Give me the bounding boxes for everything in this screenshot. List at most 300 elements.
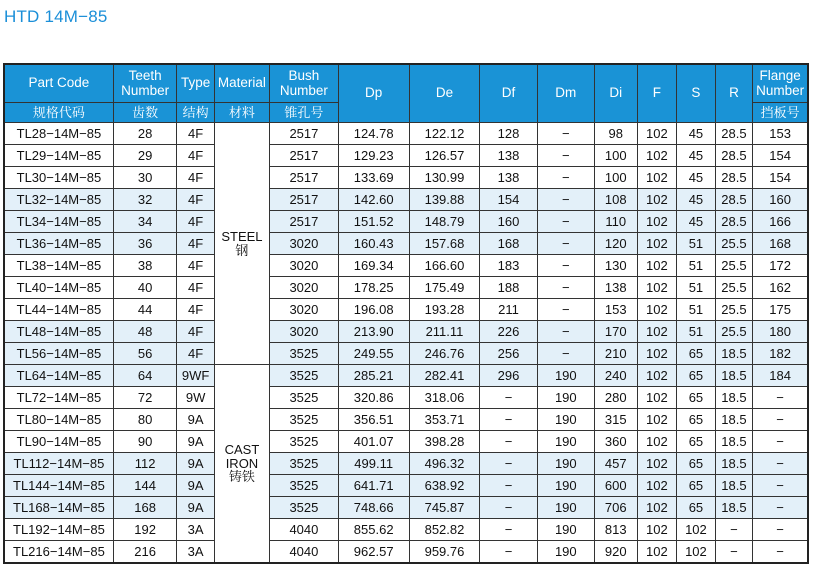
cell-part-code: TL40−14M−85 <box>4 277 113 299</box>
table-row <box>4 387 808 409</box>
cell-bush: 2517 <box>270 211 339 233</box>
cell-f: 102 <box>637 343 677 365</box>
cell-s: 65 <box>677 431 716 453</box>
cell-flange: − <box>753 387 808 409</box>
cell-di: 315 <box>594 409 637 431</box>
cell-part-code: TL90−14M−85 <box>4 431 113 453</box>
cell-f: 102 <box>637 409 677 431</box>
cell-dp: 499.11 <box>338 453 409 475</box>
cell-part-code: TL32−14M−85 <box>4 189 113 211</box>
cell-dm: − <box>537 299 594 321</box>
cell-r: 28.5 <box>715 145 752 167</box>
cell-dm: − <box>537 277 594 299</box>
cell-de: 193.28 <box>409 299 480 321</box>
cell-di: 457 <box>594 453 637 475</box>
cell-de: 246.76 <box>409 343 480 365</box>
cell-r: 28.5 <box>715 189 752 211</box>
cell-dp: 320.86 <box>338 387 409 409</box>
col-teeth-number: Teeth Number <box>113 64 177 103</box>
cell-df: − <box>480 475 537 497</box>
cell-f: 102 <box>637 189 677 211</box>
cell-f: 102 <box>637 365 677 387</box>
cell-de: 959.76 <box>409 541 480 564</box>
cell-df: 183 <box>480 255 537 277</box>
cell-type: 4F <box>177 299 214 321</box>
cell-dm: − <box>537 233 594 255</box>
cell-dp: 160.43 <box>338 233 409 255</box>
cell-dm: − <box>537 211 594 233</box>
cell-bush: 3525 <box>270 475 339 497</box>
col-bush-number: Bush Number <box>270 64 339 103</box>
table-row <box>4 541 808 564</box>
cell-flange: − <box>753 453 808 475</box>
cell-f: 102 <box>637 145 677 167</box>
cell-part-code: TL38−14M−85 <box>4 255 113 277</box>
cell-dp: 641.71 <box>338 475 409 497</box>
col-material: Material <box>214 64 269 103</box>
cell-di: 130 <box>594 255 637 277</box>
cell-r: − <box>715 541 752 564</box>
cell-r: 18.5 <box>715 409 752 431</box>
cell-de: 130.99 <box>409 167 480 189</box>
cell-f: 102 <box>637 453 677 475</box>
cell-flange: − <box>753 541 808 564</box>
cell-s: 65 <box>677 343 716 365</box>
cell-dp: 748.66 <box>338 497 409 519</box>
cell-f: 102 <box>637 255 677 277</box>
cell-df: 154 <box>480 189 537 211</box>
cell-s: 51 <box>677 233 716 255</box>
table-row <box>4 123 808 145</box>
cell-df: − <box>480 541 537 564</box>
cell-di: 360 <box>594 431 637 453</box>
cell-r: 28.5 <box>715 167 752 189</box>
cell-part-code: TL144−14M−85 <box>4 475 113 497</box>
cell-bush: 3020 <box>270 321 339 343</box>
cell-r: 18.5 <box>715 475 752 497</box>
cell-dm: 190 <box>537 365 594 387</box>
cell-df: 160 <box>480 211 537 233</box>
cell-teeth: 56 <box>113 343 177 365</box>
header-row-english <box>4 64 808 103</box>
cell-di: 100 <box>594 145 637 167</box>
cell-flange: 180 <box>753 321 808 343</box>
table-row <box>4 409 808 431</box>
cell-r: 18.5 <box>715 343 752 365</box>
cell-type: 4F <box>177 233 214 255</box>
cell-s: 65 <box>677 497 716 519</box>
cell-f: 102 <box>637 233 677 255</box>
cell-bush: 4040 <box>270 519 339 541</box>
cell-dp: 285.21 <box>338 365 409 387</box>
cell-teeth: 32 <box>113 189 177 211</box>
cell-dp: 213.90 <box>338 321 409 343</box>
cell-teeth: 216 <box>113 541 177 564</box>
col-dp: Dp <box>338 64 409 123</box>
cell-de: 211.11 <box>409 321 480 343</box>
cell-bush: 2517 <box>270 167 339 189</box>
cell-teeth: 29 <box>113 145 177 167</box>
cell-type: 4F <box>177 189 214 211</box>
cell-df: 138 <box>480 167 537 189</box>
cell-de: 148.79 <box>409 211 480 233</box>
cell-r: 25.5 <box>715 233 752 255</box>
cell-f: 102 <box>637 387 677 409</box>
cell-part-code: TL64−14M−85 <box>4 365 113 387</box>
cell-teeth: 30 <box>113 167 177 189</box>
cell-teeth: 28 <box>113 123 177 145</box>
cell-r: 18.5 <box>715 453 752 475</box>
cell-s: 45 <box>677 189 716 211</box>
cell-teeth: 64 <box>113 365 177 387</box>
cell-df: − <box>480 453 537 475</box>
cell-di: 240 <box>594 365 637 387</box>
cell-df: − <box>480 497 537 519</box>
col-part-code: Part Code <box>4 64 113 103</box>
cell-teeth: 34 <box>113 211 177 233</box>
cell-type: 4F <box>177 145 214 167</box>
cell-teeth: 48 <box>113 321 177 343</box>
cell-bush: 2517 <box>270 123 339 145</box>
cell-type: 4F <box>177 123 214 145</box>
cell-s: 65 <box>677 475 716 497</box>
col-di: Di <box>594 64 637 123</box>
cell-bush: 3525 <box>270 387 339 409</box>
cell-type: 9A <box>177 431 214 453</box>
cell-dp: 133.69 <box>338 167 409 189</box>
cell-part-code: TL48−14M−85 <box>4 321 113 343</box>
cell-r: 25.5 <box>715 299 752 321</box>
cell-type: 3A <box>177 541 214 564</box>
cell-teeth: 144 <box>113 475 177 497</box>
cell-flange: − <box>753 431 808 453</box>
cell-de: 496.32 <box>409 453 480 475</box>
cell-df: 128 <box>480 123 537 145</box>
cell-di: 280 <box>594 387 637 409</box>
col-f: F <box>637 64 677 123</box>
table-row <box>4 365 808 387</box>
cell-dp: 124.78 <box>338 123 409 145</box>
cell-dm: 190 <box>537 453 594 475</box>
cell-di: 920 <box>594 541 637 564</box>
cell-flange: 162 <box>753 277 808 299</box>
cell-s: 51 <box>677 255 716 277</box>
cell-type: 4F <box>177 167 214 189</box>
col-dm: Dm <box>537 64 594 123</box>
cell-df: 296 <box>480 365 537 387</box>
table-row <box>4 277 808 299</box>
cell-flange: 154 <box>753 145 808 167</box>
cell-de: 398.28 <box>409 431 480 453</box>
col-df: Df <box>480 64 537 123</box>
table-row <box>4 167 808 189</box>
cell-di: 600 <box>594 475 637 497</box>
cell-dm: 190 <box>537 497 594 519</box>
cell-type: 4F <box>177 343 214 365</box>
col-de: De <box>409 64 480 123</box>
cell-part-code: TL72−14M−85 <box>4 387 113 409</box>
cell-s: 102 <box>677 541 716 564</box>
cell-di: 153 <box>594 299 637 321</box>
col-material-cn: 材料 <box>214 103 269 123</box>
cell-f: 102 <box>637 211 677 233</box>
cell-bush: 2517 <box>270 145 339 167</box>
table-row <box>4 233 808 255</box>
cell-teeth: 168 <box>113 497 177 519</box>
cell-bush: 3525 <box>270 497 339 519</box>
cell-di: 110 <box>594 211 637 233</box>
cell-flange: 160 <box>753 189 808 211</box>
cell-flange: 154 <box>753 167 808 189</box>
cell-de: 318.06 <box>409 387 480 409</box>
cell-f: 102 <box>637 167 677 189</box>
cell-dp: 855.62 <box>338 519 409 541</box>
cell-dm: − <box>537 167 594 189</box>
cell-df: 211 <box>480 299 537 321</box>
table-row <box>4 343 808 365</box>
cell-di: 210 <box>594 343 637 365</box>
cell-f: 102 <box>637 123 677 145</box>
cell-teeth: 36 <box>113 233 177 255</box>
cell-dm: − <box>537 255 594 277</box>
cell-de: 638.92 <box>409 475 480 497</box>
cell-part-code: TL36−14M−85 <box>4 233 113 255</box>
cell-dp: 129.23 <box>338 145 409 167</box>
col-flange-number: Flange Number <box>753 64 808 103</box>
material-cast-iron-cell: CAST IRON 铸铁 <box>214 365 269 564</box>
cell-dp: 196.08 <box>338 299 409 321</box>
table-row <box>4 189 808 211</box>
cell-part-code: TL56−14M−85 <box>4 343 113 365</box>
cell-r: 28.5 <box>715 123 752 145</box>
cell-teeth: 72 <box>113 387 177 409</box>
table-row <box>4 299 808 321</box>
cell-df: − <box>480 387 537 409</box>
spec-table <box>3 63 809 564</box>
cell-part-code: TL44−14M−85 <box>4 299 113 321</box>
cell-r: 18.5 <box>715 431 752 453</box>
cell-teeth: 192 <box>113 519 177 541</box>
cell-f: 102 <box>637 475 677 497</box>
cell-type: 9A <box>177 475 214 497</box>
cell-dp: 401.07 <box>338 431 409 453</box>
cell-part-code: TL30−14M−85 <box>4 167 113 189</box>
cell-dm: − <box>537 145 594 167</box>
cell-r: 18.5 <box>715 497 752 519</box>
cell-flange: 172 <box>753 255 808 277</box>
cell-bush: 3525 <box>270 343 339 365</box>
cell-bush: 3020 <box>270 299 339 321</box>
cell-f: 102 <box>637 519 677 541</box>
cell-part-code: TL34−14M−85 <box>4 211 113 233</box>
cell-r: 25.5 <box>715 255 752 277</box>
cell-de: 157.68 <box>409 233 480 255</box>
cell-teeth: 38 <box>113 255 177 277</box>
cell-part-code: TL216−14M−85 <box>4 541 113 564</box>
cell-df: − <box>480 431 537 453</box>
cell-dp: 249.55 <box>338 343 409 365</box>
cell-dm: 190 <box>537 431 594 453</box>
col-type-cn: 结构 <box>177 103 214 123</box>
cell-r: 18.5 <box>715 365 752 387</box>
cell-df: − <box>480 519 537 541</box>
cell-bush: 4040 <box>270 541 339 564</box>
cell-bush: 3020 <box>270 255 339 277</box>
table-row <box>4 519 808 541</box>
cell-df: 256 <box>480 343 537 365</box>
cell-type: 9A <box>177 497 214 519</box>
cell-teeth: 112 <box>113 453 177 475</box>
table-row <box>4 145 808 167</box>
cell-s: 102 <box>677 519 716 541</box>
cell-s: 65 <box>677 409 716 431</box>
cell-di: 98 <box>594 123 637 145</box>
cell-de: 353.71 <box>409 409 480 431</box>
table-row <box>4 475 808 497</box>
cell-de: 745.87 <box>409 497 480 519</box>
cell-di: 120 <box>594 233 637 255</box>
cell-r: 28.5 <box>715 211 752 233</box>
cell-dm: − <box>537 189 594 211</box>
cell-s: 45 <box>677 123 716 145</box>
cell-bush: 3525 <box>270 431 339 453</box>
material-steel-cell: STEEL 钢 <box>214 123 269 365</box>
cell-type: 9W <box>177 387 214 409</box>
cell-flange: − <box>753 519 808 541</box>
cell-r: − <box>715 519 752 541</box>
cell-s: 65 <box>677 387 716 409</box>
cell-flange: 168 <box>753 233 808 255</box>
cell-bush: 3020 <box>270 233 339 255</box>
cell-di: 108 <box>594 189 637 211</box>
table-row <box>4 211 808 233</box>
cell-s: 65 <box>677 365 716 387</box>
cell-dp: 962.57 <box>338 541 409 564</box>
cell-dm: 190 <box>537 387 594 409</box>
cell-s: 45 <box>677 211 716 233</box>
cell-f: 102 <box>637 299 677 321</box>
col-bush-cn: 锥孔号 <box>270 103 339 123</box>
cell-type: 3A <box>177 519 214 541</box>
cell-di: 170 <box>594 321 637 343</box>
cell-flange: − <box>753 475 808 497</box>
cell-r: 25.5 <box>715 277 752 299</box>
cell-de: 126.57 <box>409 145 480 167</box>
cell-type: 9A <box>177 409 214 431</box>
cell-s: 51 <box>677 299 716 321</box>
cell-dp: 142.60 <box>338 189 409 211</box>
cell-flange: 166 <box>753 211 808 233</box>
cell-f: 102 <box>637 277 677 299</box>
cell-dp: 356.51 <box>338 409 409 431</box>
col-type: Type <box>177 64 214 103</box>
cell-df: 226 <box>480 321 537 343</box>
cell-de: 122.12 <box>409 123 480 145</box>
cell-de: 139.88 <box>409 189 480 211</box>
table-row <box>4 321 808 343</box>
cell-dm: 190 <box>537 409 594 431</box>
cell-flange: 184 <box>753 365 808 387</box>
cell-de: 282.41 <box>409 365 480 387</box>
cell-f: 102 <box>637 497 677 519</box>
cell-dm: 190 <box>537 475 594 497</box>
cell-dp: 151.52 <box>338 211 409 233</box>
cell-dp: 178.25 <box>338 277 409 299</box>
cell-di: 138 <box>594 277 637 299</box>
cell-f: 102 <box>637 541 677 564</box>
cell-bush: 3525 <box>270 453 339 475</box>
cell-teeth: 90 <box>113 431 177 453</box>
cell-dm: − <box>537 343 594 365</box>
cell-f: 102 <box>637 321 677 343</box>
cell-r: 25.5 <box>715 321 752 343</box>
cell-dm: 190 <box>537 541 594 564</box>
col-s: S <box>677 64 716 123</box>
cell-s: 45 <box>677 167 716 189</box>
cell-bush: 3020 <box>270 277 339 299</box>
cell-de: 166.60 <box>409 255 480 277</box>
col-flange-cn: 挡板号 <box>753 103 808 123</box>
cell-dm: − <box>537 123 594 145</box>
cell-type: 4F <box>177 321 214 343</box>
table-row <box>4 431 808 453</box>
cell-df: 168 <box>480 233 537 255</box>
cell-bush: 3525 <box>270 365 339 387</box>
cell-flange: 175 <box>753 299 808 321</box>
cell-part-code: TL192−14M−85 <box>4 519 113 541</box>
cell-flange: 182 <box>753 343 808 365</box>
cell-part-code: TL168−14M−85 <box>4 497 113 519</box>
cell-de: 852.82 <box>409 519 480 541</box>
cell-flange: 153 <box>753 123 808 145</box>
col-r: R <box>715 64 752 123</box>
cell-de: 175.49 <box>409 277 480 299</box>
cell-dm: − <box>537 321 594 343</box>
cell-teeth: 40 <box>113 277 177 299</box>
cell-df: 188 <box>480 277 537 299</box>
cell-di: 813 <box>594 519 637 541</box>
cell-type: 9WF <box>177 365 214 387</box>
cell-df: − <box>480 409 537 431</box>
cell-type: 4F <box>177 277 214 299</box>
cell-s: 51 <box>677 277 716 299</box>
cell-type: 4F <box>177 255 214 277</box>
table-row <box>4 255 808 277</box>
table-row <box>4 497 808 519</box>
cell-s: 45 <box>677 145 716 167</box>
cell-type: 4F <box>177 211 214 233</box>
cell-df: 138 <box>480 145 537 167</box>
page-title: HTD 14M−85 <box>4 7 108 26</box>
cell-r: 18.5 <box>715 387 752 409</box>
cell-dp: 169.34 <box>338 255 409 277</box>
cell-di: 706 <box>594 497 637 519</box>
cell-f: 102 <box>637 431 677 453</box>
col-teeth-cn: 齿数 <box>113 103 177 123</box>
cell-flange: − <box>753 409 808 431</box>
cell-di: 100 <box>594 167 637 189</box>
table-row <box>4 453 808 475</box>
cell-part-code: TL80−14M−85 <box>4 409 113 431</box>
cell-teeth: 80 <box>113 409 177 431</box>
cell-teeth: 44 <box>113 299 177 321</box>
cell-dm: 190 <box>537 519 594 541</box>
col-part-code-cn: 规格代码 <box>4 103 113 123</box>
cell-type: 9A <box>177 453 214 475</box>
cell-part-code: TL28−14M−85 <box>4 123 113 145</box>
cell-flange: − <box>753 497 808 519</box>
cell-bush: 2517 <box>270 189 339 211</box>
